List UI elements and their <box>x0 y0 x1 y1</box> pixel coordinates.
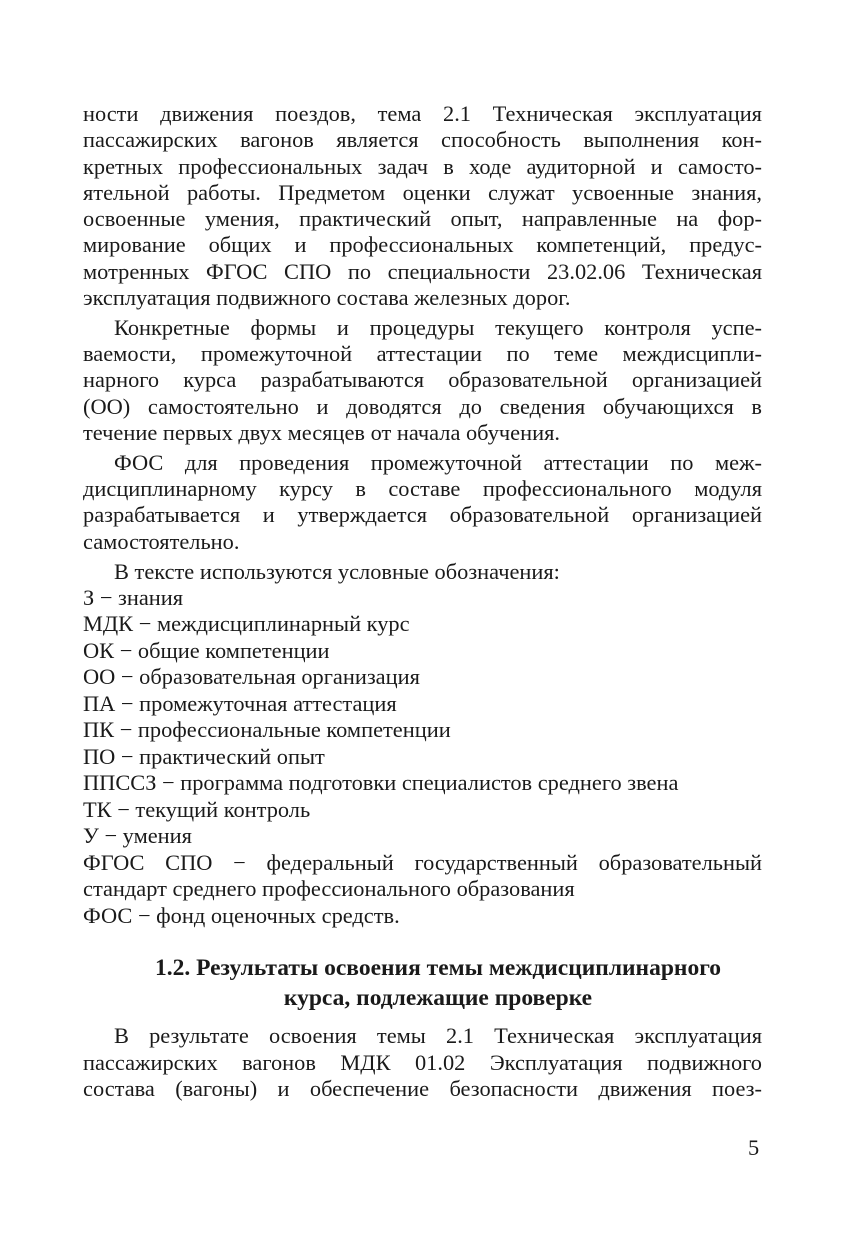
body-paragraphs <box>83 101 762 555</box>
text-line: ваемости, промежуточной аттестации по теме междисципли- <box>83 341 762 367</box>
text-line: пассажирских вагонов МДК 01.02 Эксплуатация подвижного <box>83 1049 762 1075</box>
text-line: эксплуатация подвижного состава железных дорог. <box>83 285 571 311</box>
text-line: ятельной работы. Предметом оценки служат усвоенные знания, <box>83 179 762 205</box>
heading-line: курса, подлежащие проверке <box>283 985 593 1012</box>
text-line: течение первых двух месяцев от начала обучения. <box>83 420 560 446</box>
abbreviation-item: ОО − образовательная организация <box>83 664 420 690</box>
abbreviation-item: У − умения <box>83 823 192 849</box>
text-line: ФОС для проведения промежуточной аттестации по меж- <box>114 449 762 475</box>
abbreviation-item: ФГОС СПО − федеральный государственный образовательный <box>83 849 762 875</box>
abbreviations-intro: В тексте используются условные обозначения: <box>114 558 560 584</box>
abbreviation-item: МДК − междисциплинарный курс <box>83 611 410 637</box>
paragraph <box>83 1023 762 1102</box>
text-line: освоенные умения, практический опыт, направленные на фор- <box>83 206 762 232</box>
text-line: мотренных ФГОС СПО по специальности 23.02.06 Техническая <box>83 258 762 284</box>
text-line: состава (вагоны) и обеспечение безопасности движения поез- <box>83 1075 762 1101</box>
abbreviation-item: ТК − текущий контроль <box>83 796 311 822</box>
text-line: самостоятельно. <box>83 528 240 554</box>
abbreviation-item: ОК − общие компетенции <box>83 637 330 663</box>
abbreviation-item: ПК − профессиональные компетенции <box>83 717 451 743</box>
text-line: В результате освоения темы 2.1 Техническая эксплуатация <box>114 1023 762 1049</box>
paragraph <box>83 101 762 311</box>
text-line: мирование общих и профессиональных компетенций, предус- <box>83 232 762 258</box>
abbreviation-item: ПА − промежуточная аттестация <box>83 690 397 716</box>
text-line: ности движения поездов, тема 2.1 Техническая эксплуатация <box>83 101 762 126</box>
text-line: кретных профессиональных задач в ходе аудиторной и самосто- <box>83 153 762 179</box>
page-number: 5 <box>748 1135 760 1160</box>
abbreviation-item: ФОС − фонд оценочных средств. <box>83 902 400 928</box>
abbreviation-item: стандарт среднего профессионального образования <box>83 876 575 902</box>
text-line: разрабатывается и утверждается образовательной организацией <box>83 502 762 528</box>
abbreviation-item: З − знания <box>83 584 184 610</box>
heading-line: 1.2. Результаты освоения темы междисциплинарного <box>154 955 722 982</box>
text-line: нарного курса разрабатываются образовательной организацией <box>83 367 762 393</box>
paragraph <box>83 315 762 446</box>
abbreviation-item: ППССЗ − программа подготовки специалистов среднего звена <box>83 770 679 796</box>
text-line: пассажирских вагонов является способность выполнения кон- <box>83 127 762 153</box>
text-line: (ОО) самостоятельно и доводятся до сведения обучающихся в <box>83 393 762 419</box>
section-heading <box>83 953 762 1013</box>
text-line: дисциплинарному курсу в составе профессионального модуля <box>83 476 762 502</box>
abbreviation-item: ПО − практический опыт <box>83 743 325 769</box>
paragraph <box>83 450 762 555</box>
page-body <box>83 101 762 1102</box>
text-line: Конкретные формы и процедуры текущего контроля успе- <box>114 314 762 340</box>
abbreviations-list <box>83 585 762 930</box>
